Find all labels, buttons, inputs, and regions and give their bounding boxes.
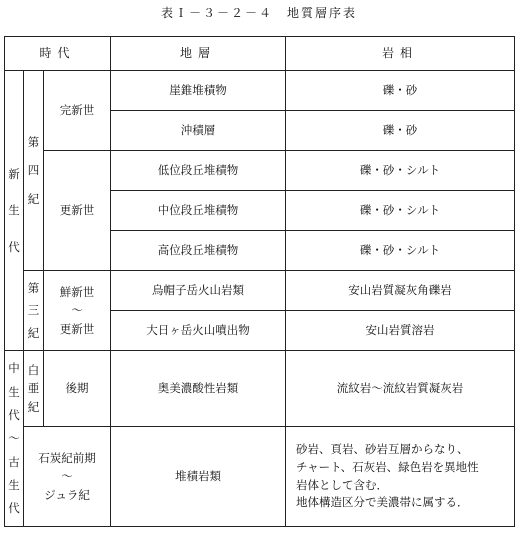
epoch-pliocene-pleistocene: 鮮新世 ～ 更新世 [44, 271, 111, 351]
period-tertiary: 第 三 紀 [24, 271, 44, 351]
lithofacies-cell: 安山岩質凝灰角礫岩 [286, 271, 515, 311]
stratigraphy-table [4, 36, 515, 527]
lithofacies-cell: 礫・砂・シルト [286, 231, 515, 271]
table-title: 表Ｉ－３－２－４ 地質層序表 [160, 6, 357, 20]
lithofacies-cell: 砂岩、頁岩、砂岩互層からなり、 チャート、石灰岩、緑色岩を異地性 岩体として含む． 地体構造区分で美濃帯に属する． [286, 427, 515, 527]
stratum-cell: 沖積層 [111, 111, 286, 151]
header-era: 時代 [5, 37, 111, 71]
header-row [5, 37, 515, 71]
era-cenozoic: 新 生 代 [5, 71, 24, 351]
stratum-cell: 大日ヶ岳火山噴出物 [111, 311, 286, 351]
lithofacies-cell: 礫・砂 [286, 71, 515, 111]
stratum-cell: 低位段丘堆積物 [111, 151, 286, 191]
table-row [5, 351, 515, 427]
era-mesozoic-paleozoic: 中 生 代 ～ 古 生 代 [5, 351, 24, 527]
epoch-holocene: 完新世 [44, 71, 111, 151]
lithofacies-cell: 安山岩質溶岩 [286, 311, 515, 351]
table-row [5, 151, 515, 191]
lithofacies-cell: 流紋岩～流紋岩質凝灰岩 [286, 351, 515, 427]
stratum-cell: 中位段丘堆積物 [111, 191, 286, 231]
lithofacies-cell: 礫・砂 [286, 111, 515, 151]
header-lithofacies: 岩相 [286, 37, 515, 71]
table-row [5, 271, 515, 311]
period-cretaceous: 白 亜 紀 [24, 351, 44, 427]
stratum-cell: 堆積岩類 [111, 427, 286, 527]
epoch-pleistocene: 更新世 [44, 151, 111, 271]
period-quaternary: 第 四 紀 [24, 71, 44, 271]
stratum-cell: 奥美濃酸性岩類 [111, 351, 286, 427]
epoch-carboniferous-jurassic: 石炭紀前期 ～ ジュラ紀 [24, 427, 111, 527]
lithofacies-cell: 礫・砂・シルト [286, 191, 515, 231]
stratum-cell: 崖錐堆積物 [111, 71, 286, 111]
stratum-cell: 烏帽子岳火山岩類 [111, 271, 286, 311]
epoch-late: 後期 [44, 351, 111, 427]
table-row [5, 427, 515, 527]
table-row [5, 71, 515, 111]
header-stratum: 地層 [111, 37, 286, 71]
lithofacies-cell: 礫・砂・シルト [286, 151, 515, 191]
stratum-cell: 高位段丘堆積物 [111, 231, 286, 271]
